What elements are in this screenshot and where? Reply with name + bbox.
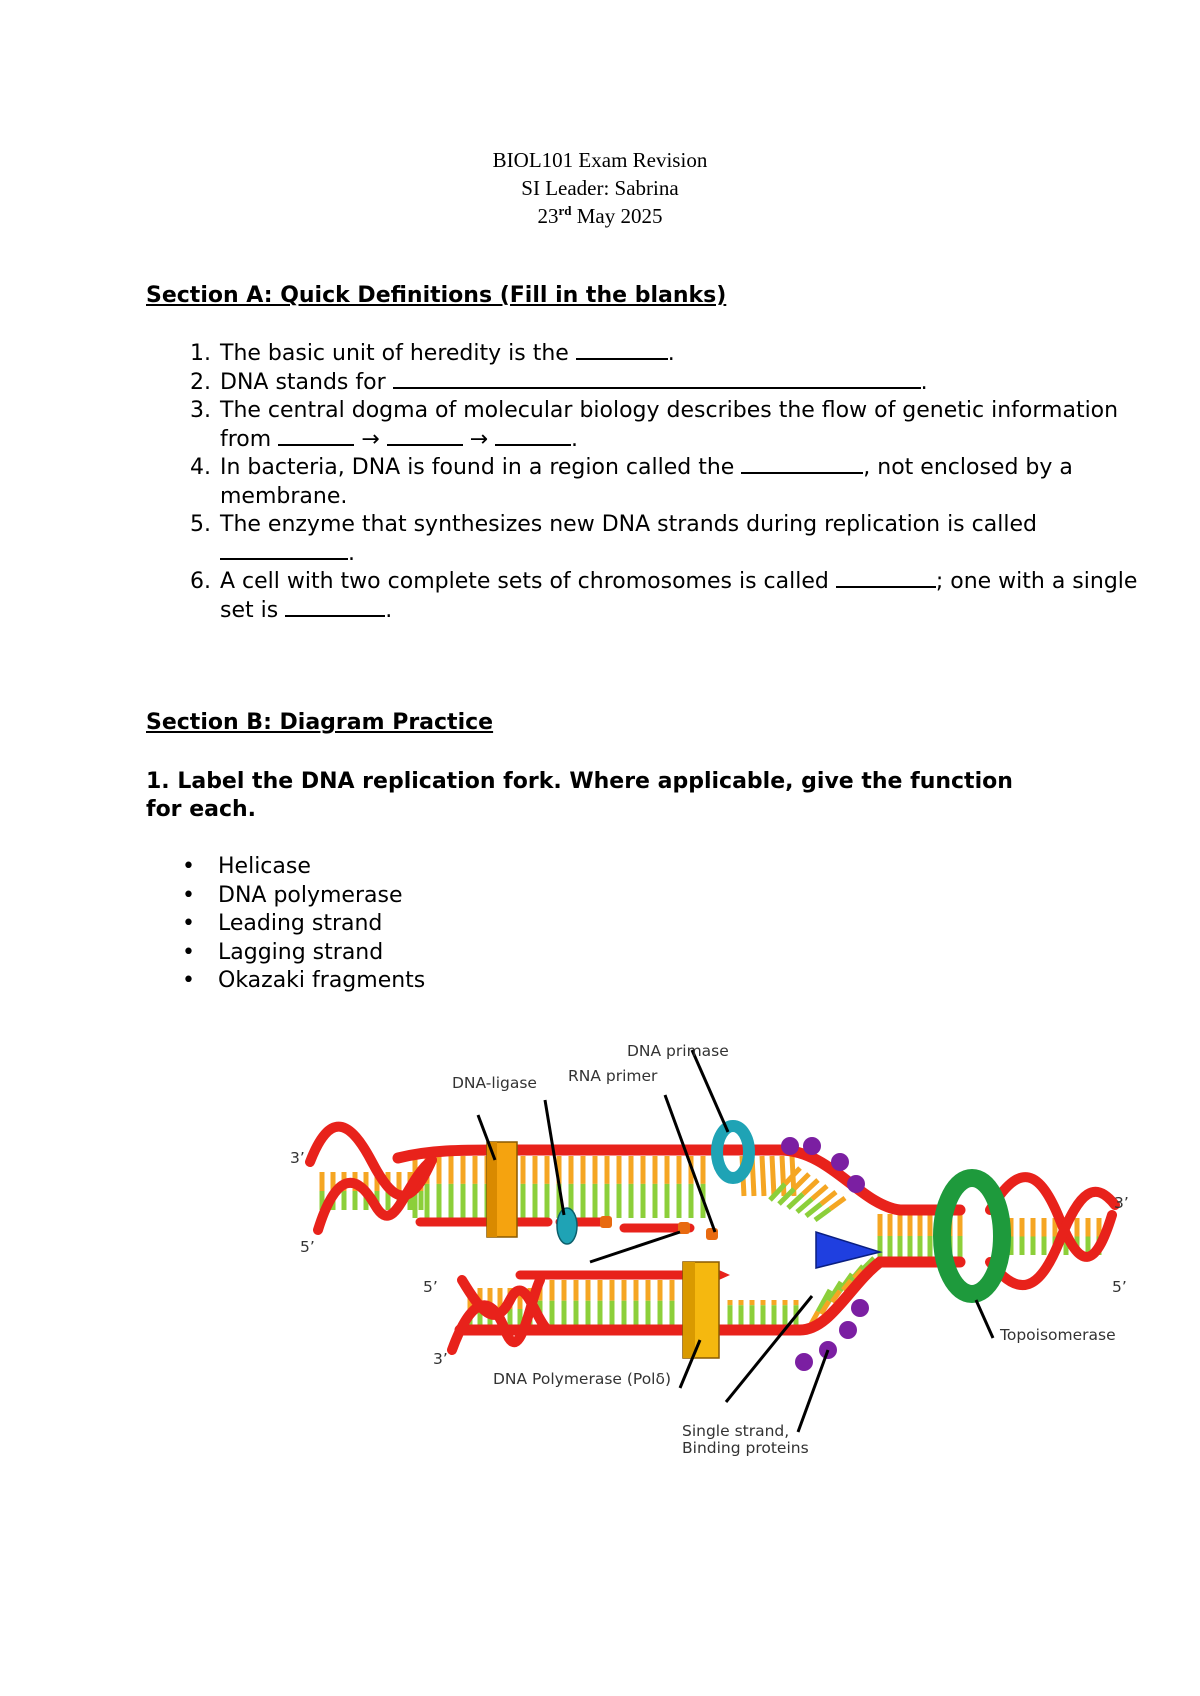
item-6-text: A cell with two complete sets of chromosomes is called — [220, 569, 836, 594]
dna-polymerase-shade — [683, 1262, 695, 1358]
topoisomerase — [942, 1178, 1002, 1294]
label-top-left-5: 5’ — [300, 1238, 315, 1256]
ssb-protein — [851, 1299, 869, 1317]
label-right-5: 5’ — [1112, 1278, 1127, 1296]
list-item: • Leading strand — [218, 910, 425, 939]
lagging-pointer — [590, 1232, 680, 1262]
item-4-text: In bacteria, DNA is found in a region called the — [220, 455, 742, 480]
section-a-title: Section A: Quick Definitions (Fill in the blanks) — [146, 283, 727, 308]
label-top-left-3: 3’ — [290, 1149, 305, 1167]
item-3-arrow-2: → — [462, 426, 496, 452]
topoisomerase-pointer — [976, 1300, 993, 1338]
primase-pointer — [692, 1050, 728, 1132]
base-pair — [762, 1156, 764, 1196]
course-title: BIOL101 Exam Revision — [492, 148, 708, 172]
label-topoisomerase: Topoisomerase — [1000, 1326, 1116, 1344]
date-day: 23 — [537, 204, 559, 228]
section-b-title: Section B: Diagram Practice — [146, 710, 494, 735]
item-5-text: The enzyme that synthesizes new DNA strands during replication is called — [220, 512, 1037, 537]
ssb-protein — [847, 1175, 865, 1193]
label-ssb-line1: Single strand, — [682, 1422, 790, 1440]
date-suffix: rd — [558, 203, 572, 218]
ssb-protein — [795, 1353, 813, 1371]
list-item: • DNA polymerase — [218, 882, 425, 911]
ssb-protein — [781, 1137, 799, 1155]
item-5-after: . — [348, 540, 355, 566]
label-right-3: 3’ — [1114, 1194, 1129, 1212]
label-dna-ligase: DNA-ligase — [452, 1074, 537, 1092]
item-3-arrow-1: → — [354, 426, 387, 452]
item-2-after: . — [920, 369, 928, 395]
list-item: • Lagging strand — [218, 939, 425, 968]
base-pair — [772, 1156, 774, 1196]
item-2-text: DNA stands for — [220, 369, 393, 395]
si-leader: SI Leader: Sabrina — [521, 176, 679, 200]
label-rna-primer: RNA primer — [568, 1067, 658, 1085]
base-pair — [803, 1180, 818, 1194]
list-item: • Okazaki fragments — [218, 967, 425, 996]
label-ssb-line2: Binding proteins — [682, 1439, 809, 1457]
base-pair — [830, 1198, 845, 1209]
item-1-after: . — [667, 341, 675, 366]
item-4-after: , not enclosed by a membrane. — [220, 455, 1073, 509]
list-item: • Helicase — [218, 853, 425, 882]
base-pair — [812, 1186, 827, 1199]
date-rest: May 2025 — [571, 204, 663, 228]
base-pair — [821, 1192, 836, 1204]
item-3-text: The central dogma of molecular biology describes the flow of genetic information from — [220, 398, 1119, 452]
label-dna-primase: DNA primase — [627, 1042, 729, 1060]
label-bottom-left-3: 3’ — [433, 1350, 448, 1368]
base-pair — [794, 1174, 809, 1189]
label-mid-left-5: 5’ — [423, 1278, 438, 1296]
rna-primer — [706, 1228, 718, 1240]
small-blue-protein — [557, 1208, 577, 1244]
rna-primer — [600, 1216, 612, 1228]
item-6-middle: ; one with a single set is — [220, 569, 1138, 623]
item-6-after: . — [385, 597, 393, 623]
item-1-text: The basic unit of heredity is the — [220, 341, 576, 366]
ssb-protein — [803, 1137, 821, 1155]
base-pair — [815, 1209, 830, 1220]
ssb-protein — [839, 1321, 857, 1339]
label-dna-polymerase: DNA Polymerase (Polδ) — [493, 1370, 672, 1388]
question-1: 1. Label the DNA replication fork. Where applicable, give the function for each. — [146, 769, 1013, 822]
ssb-protein — [831, 1153, 849, 1171]
item-3-after: . — [571, 426, 579, 452]
